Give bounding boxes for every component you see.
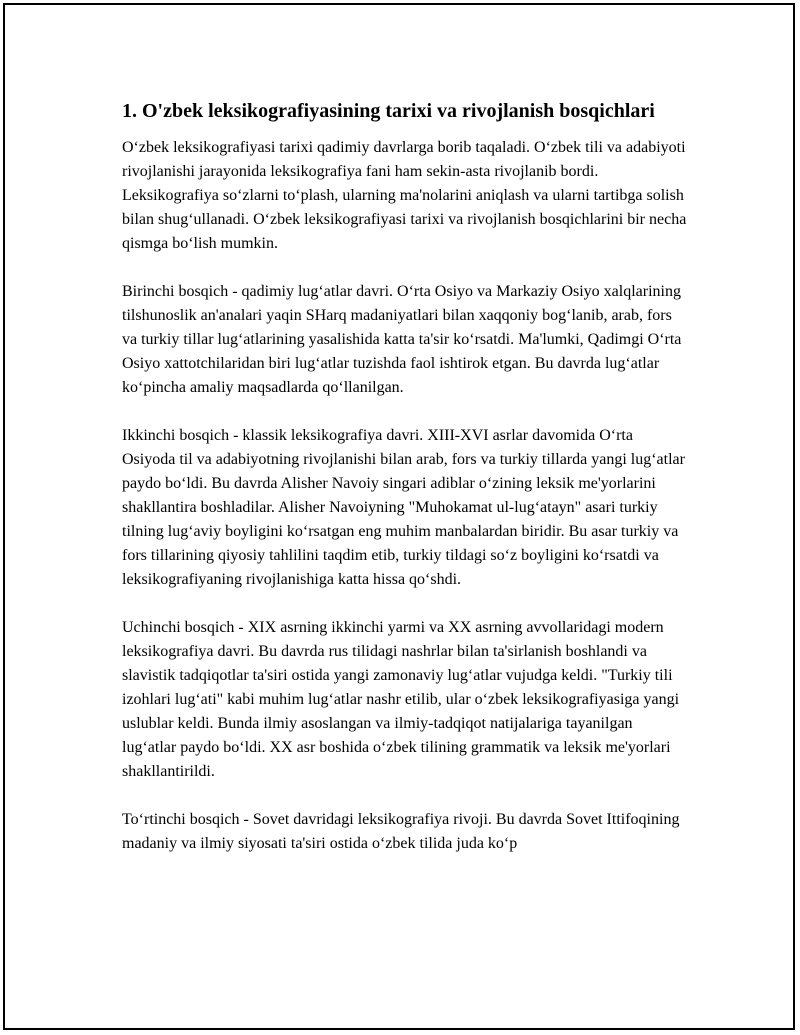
paragraph-stage-1: Birinchi bosqich - qadimiy lug‘atlar davri. O‘rta Osiyo va Markaziy Osiyo xalqlarining tilshunoslik an'analari yaqin SHarq madaniyatlari bilan xaqqoniy bog‘lanib, arab, fors va turkiy tillar lug‘atlarining yasalishida katta ta'sir ko‘rsatdi. Ma'lumki, Qadimgi O‘rta Osiyo xattotchilaridan biri lug‘atlar tuzishda faol ishtirok etgan. Bu davrda lug‘atlar ko‘pincha amaliy maqsadlarda qo‘llanilgan.: [122, 283, 682, 396]
section-heading: 1. O'zbek leksikografiyasining tarixi va rivojlanish bosqichlari: [122, 100, 655, 122]
document-body: [122, 97, 690, 880]
paragraph-intro: O‘zbek leksikografiyasi tarixi qadimiy davrlarga borib taqaladi. O‘zbek tili va adabiyoti rivojlanishi jarayonida leksikografiya fani ham sekin-asta rivojlanib bordi. Leksikografiya so‘zlarni to‘plash, ularning ma'nolarini aniqlash va ularni tartibga solish bilan shug‘ullanadi. O‘zbek leksikografiyasi tarixi va rivojlanish bosqichlarini bir necha qismga bo‘lish mumkin.: [122, 139, 687, 252]
paragraph-stage-4: To‘rtinchi bosqich - Sovet davridagi leksikografiya rivoji. Bu davrda Sovet Ittifoqining madaniy va ilmiy siyosati ta'siri ostida o‘zbek tilida juda ko‘p: [122, 811, 680, 852]
paragraph-stage-3: Uchinchi bosqich - XIX asrning ikkinchi yarmi va XX asrning avvollaridagi modern leksikografiya davri. Bu davrda rus tilidagi nashrlar bilan ta'sirlanish boshlandi va slavistik tadqiqotlar ta'siri ostida yangi zamonaviy lug‘atlar vujudga keldi. "Turkiy tili izohlari lug‘ati" kabi muhim lug‘atlar nashr etilib, ular o‘zbek leksikografiyasiga yangi uslublar keldi. Bunda ilmiy asoslangan va ilmiy-tadqiqot natijalariga tayanilgan lug‘atlar paydo bo‘ldi. XX asr boshida o‘zbek tilining grammatik va leksik me'yorlari shakllantirildi.: [122, 619, 680, 780]
document-page: [3, 3, 795, 1030]
paragraph-stage-2: Ikkinchi bosqich - klassik leksikografiya davri. XIII-XVI asrlar davomida O‘rta Osiyoda til va adabiyotning rivojlanishi bilan arab, fors va turkiy tillarda yangi lug‘atlar paydo bo‘ldi. Bu davrda Alisher Navoiy singari adiblar o‘zining leksik me'yorlarini shakllantira boshladilar. Alisher Navoiyning "Muhokamat ul-lug‘atayn" asari turkiy tilning lug‘aviy boyligini ko‘rsatgan eng muhim manbalardan biridir. Bu asar turkiy va fors tillarining qiyosiy tahlilini taqdim etib, turkiy tildagi so‘z boyligini ko‘rsatdi va leksikografiyaning rivojlanishiga katta hissa qo‘shdi.: [122, 427, 685, 588]
